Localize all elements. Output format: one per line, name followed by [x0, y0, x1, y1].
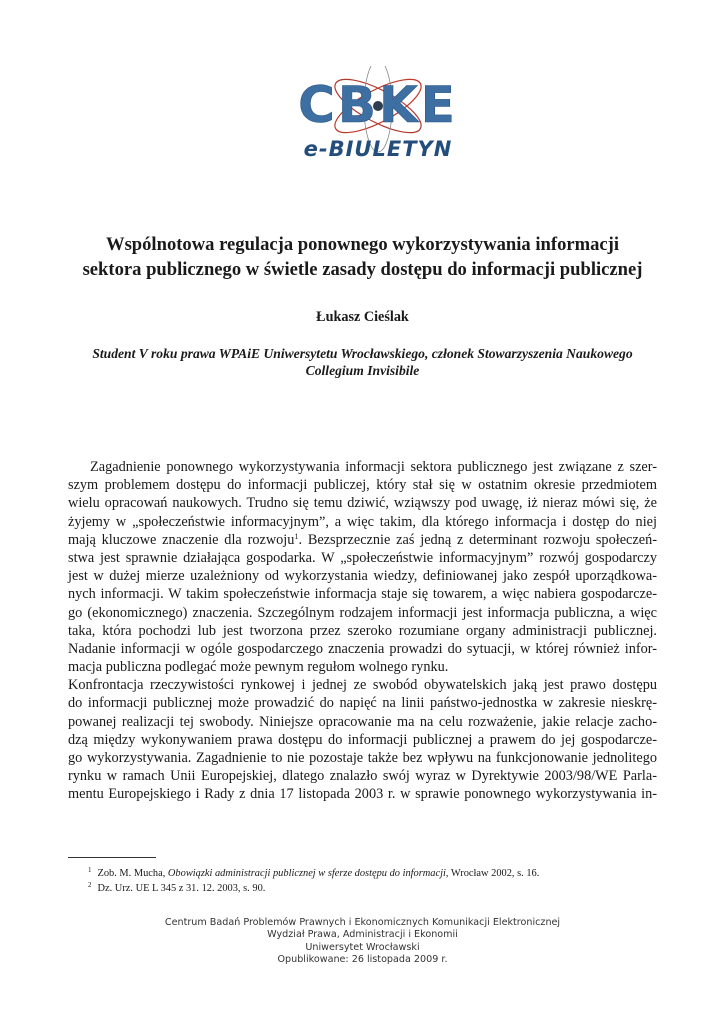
page-footer	[40, 917, 685, 966]
article-body	[68, 458, 657, 804]
footer-line-1: Centrum Badań Problemów Prawnych i Ekonomicznych Komunikacji Elektronicznej	[164, 917, 561, 928]
body-line: do informacji publicznej może prowadzić do napięć na linii państwo-jednostka w zakresie nieskrę-	[68, 695, 657, 712]
footnote-ref-1[interactable]: 1	[294, 531, 299, 541]
body-line: stwa jest sprawnie działająca gospodarka. W „społeczeństwie informacyjnym” rozwój gospodarczy	[68, 549, 657, 566]
title-line-2: sektora publicznego w świetle zasady dostępu do informacji publicznej	[82, 259, 643, 280]
cbke-logo	[288, 66, 468, 166]
author-name: Łukasz Cieślak	[316, 309, 409, 325]
footnote-1	[88, 866, 648, 881]
logo-subtitle: e-BIULETYN	[303, 137, 453, 161]
footnote-number: 2	[88, 881, 92, 889]
body-line: mentu Europejskiego i Rady z dnia 17 listopada 2003 r. w sprawie ponownego wykorzystywania in-	[68, 786, 657, 803]
affiliation-line-1: Student V roku prawa WPAiE Uniwersytetu Wrocławskiego, członek Stowarzyszenia Naukowego	[92, 346, 633, 361]
footnote-title: Obowiązki administracji publicznej w sferze dostępu do informacji	[167, 868, 446, 879]
footnotes	[88, 866, 648, 896]
body-line: rynku w ramach Unii Europejskiej, dlatego znalazło swój wyraz w Dyrektywie 2003/98/WE Parla-	[68, 768, 657, 785]
body-line: szym problemem dostępu do informacji publiczej, który stał się w ostatnim okresie przedmiotem	[68, 477, 657, 494]
body-line: jest w dużej mierze uzależniony od wykorzystania wiedzy, definiowanej jako zespół uporządkowa-	[68, 568, 657, 585]
footer-line-4: Opublikowane: 26 listopada 2009 r.	[277, 953, 448, 965]
body-line: go wykorzystywania. Zagadnienie to nie pozostaje także bez wpływu na funkcjonowanie jednolitego	[68, 750, 657, 766]
body-line: go (ekonomicznego) znaczenia. Szczególnym rodzajem informacji jest informacja publiczna, a więc	[68, 604, 657, 621]
body-line: wielu opracowań naukowych. Trudno się temu dziwić, wziąwszy pod uwagę, iż nieraz mówi się, że	[68, 495, 657, 512]
footnote-divider	[68, 857, 156, 858]
author-affiliation	[40, 345, 685, 379]
body-line: Konfrontacja rzeczywistości rynkowej i jednej ze swobód obywatelskich jaką jest prawo dostępu	[68, 677, 657, 694]
footnote-text: Dz. Urz. UE L 345 z 31. 12. 2003, s. 90.	[97, 883, 266, 894]
footnote-number: 1	[88, 866, 92, 874]
body-line	[68, 531, 657, 549]
body-line: Zagadnienie ponownego wykorzystywania informacji sektora publicznego jest związane z szer-	[90, 459, 657, 475]
body-text-fragment: mają kluczowe znaczenie dla rozwoju	[68, 531, 295, 548]
body-line: żyjemy w „społeczeństwie informacyjnym”, a więc takim, dla którego informacja i dostęp do niej	[68, 513, 657, 530]
body-line: nych informacji. W takim społeczeństwie informacja staje się towarem, a więc nabiera gospodarcze-	[68, 586, 657, 603]
body-line: powanej realizacji tej swobody. Niniejsze opracowanie ma na celu rozważenie, jakie relacje zacho-	[68, 713, 657, 730]
affiliation-line-2: Collegium Invisibile	[305, 363, 420, 378]
footnote-text: Zob. M. Mucha,	[97, 868, 168, 879]
atom-orbit-icon	[288, 66, 468, 166]
logo-brand: CBKE	[298, 76, 458, 134]
article-title	[40, 232, 685, 282]
body-line: dzą między wykonywaniem prawa dostępu do informacji publicznej a prawem do jej gospodarcze-	[68, 731, 657, 748]
body-line: macja publiczna podlegać może pewnym regułom wolnego rynku.	[68, 659, 449, 676]
body-line: Nadanie informacji w ogóle gospodarczego znaczenia prowadzi do sytuacji, w której również infor-	[68, 640, 657, 657]
footer-line-3: Uniwersytet Wrocławski	[305, 941, 420, 953]
title-line-1: Wspólnotowa regulacja ponownego wykorzystywania informacji	[105, 234, 620, 255]
body-line: taka, która pochodzi lub jest tworzona przez szeroko rozumiane organy administracji publicznej.	[68, 622, 657, 639]
footnote-2	[88, 881, 648, 896]
footer-line-2: Wydział Prawa, Administracji i Ekonomii	[267, 929, 458, 941]
body-text-fragment: . Bezsprzecznie zaś jedną z determinant rozwoju społeczeń-	[298, 531, 657, 548]
footnote-text: , Wrocław 2002, s. 16.	[445, 868, 540, 879]
